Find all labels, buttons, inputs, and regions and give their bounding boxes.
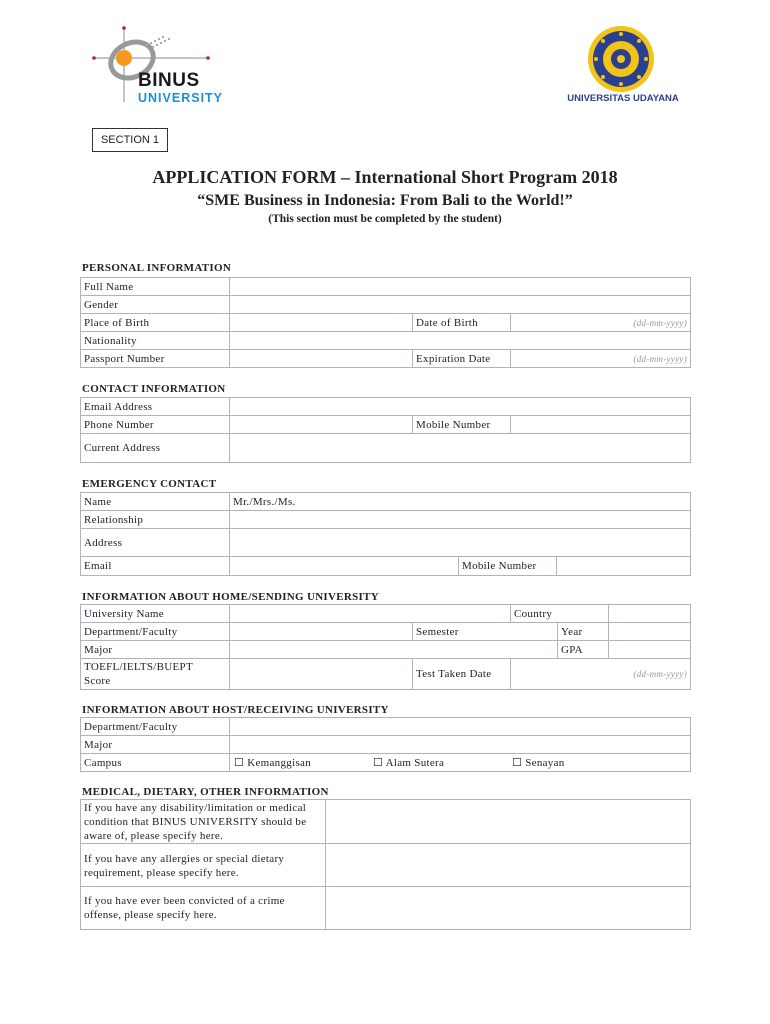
email-address-field[interactable]: [230, 398, 690, 416]
nationality-label: Nationality: [81, 332, 230, 350]
passport-number-label: Passport Number: [81, 350, 230, 367]
semester-label: Semester: [413, 623, 558, 641]
allergy-question-label: If you have any allergies or special dietary requirement, please specify here.: [81, 844, 326, 887]
crime-question-label: If you have ever been convicted of a crime offense, please specify here.: [81, 887, 326, 929]
allergy-answer-field[interactable]: [326, 844, 690, 887]
place-of-birth-label: Place of Birth: [81, 314, 230, 332]
campus-options: [230, 754, 690, 771]
campus-option-senayan-label: Senayan: [525, 757, 565, 769]
relationship-label: Relationship: [81, 511, 230, 529]
contact-info-table: [80, 397, 691, 463]
score-label-line1: TOEFL/IELTS/BUEPT: [84, 661, 193, 673]
medical-info-table: [80, 799, 691, 930]
phone-number-field[interactable]: [230, 416, 413, 434]
emergency-email-label: Email: [81, 557, 230, 575]
emergency-name-label: Name: [81, 493, 230, 511]
major-label: Major: [81, 641, 230, 659]
full-name-field[interactable]: [230, 278, 690, 296]
section-label: SECTION 1: [92, 128, 168, 152]
university-name-label: University Name: [81, 605, 230, 623]
emergency-mobile-label: Mobile Number: [459, 557, 557, 575]
udayana-wordmark: UNIVERSITAS UDAYANA: [567, 93, 679, 104]
medical-question-label: If you have any disability/limitation or medical condition that BINUS UNIVERSITY should be aware of, please specify here.: [81, 800, 326, 844]
expiration-date-label: Expiration Date: [413, 350, 511, 367]
medical-info-heading: MEDICAL, DIETARY, OTHER INFORMATION: [82, 786, 329, 798]
date-of-birth-field[interactable]: (dd-mm-yyyy): [511, 314, 690, 332]
mobile-number-label: Mobile Number: [413, 416, 511, 434]
emergency-email-field[interactable]: [230, 557, 459, 575]
test-date-label: Test Taken Date: [413, 659, 511, 689]
gender-field[interactable]: [230, 296, 690, 314]
medical-answer-field[interactable]: [326, 800, 690, 844]
udayana-seal: [586, 24, 656, 94]
form-note: (This section must be completed by the student): [268, 213, 502, 225]
emergency-address-label: Address: [81, 529, 230, 557]
emergency-contact-heading: EMERGENCY CONTACT: [82, 478, 217, 490]
binus-wordmark: BINUS: [138, 70, 200, 91]
personal-info-table: [80, 277, 691, 368]
personal-info-heading: PERSONAL INFORMATION: [82, 262, 232, 274]
year-field[interactable]: [609, 623, 690, 641]
expiration-date-field[interactable]: (dd-mm-yyyy): [633, 353, 687, 364]
campus-option-kemanggisan[interactable]: ☐ Kemanggisan: [234, 757, 312, 769]
full-name-label: Full Name: [81, 278, 230, 296]
test-date-field[interactable]: (dd-mm-yyyy): [633, 669, 687, 679]
host-major-label: Major: [81, 736, 230, 754]
binus-university-wordmark: UNIVERSITY: [138, 91, 224, 105]
gpa-field[interactable]: [609, 641, 690, 659]
campus-label: Campus: [81, 754, 230, 771]
major-field[interactable]: [230, 641, 558, 659]
campus-option-kemanggisan-label: Kemanggisan: [247, 757, 312, 769]
campus-option-senayan[interactable]: ☐ Senayan: [512, 757, 565, 769]
relationship-field[interactable]: [230, 511, 690, 529]
crime-answer-field[interactable]: [326, 887, 690, 929]
passport-number-field[interactable]: [230, 350, 413, 367]
current-address-label: Current Address: [81, 434, 230, 462]
host-university-heading: INFORMATION ABOUT HOST/RECEIVING UNIVERSITY: [82, 704, 389, 716]
emergency-address-field[interactable]: [230, 529, 690, 557]
campus-option-alam-sutera-label: Alam Sutera: [385, 757, 445, 769]
place-of-birth-field[interactable]: [230, 314, 413, 332]
host-university-table: [80, 717, 691, 772]
host-department-label: Department/Faculty: [81, 718, 230, 736]
department-label: Department/Faculty: [81, 623, 230, 641]
home-university-heading: INFORMATION ABOUT HOME/SENDING UNIVERSITY: [82, 591, 380, 603]
score-label-line2: Score: [84, 675, 111, 687]
campus-option-alam-sutera[interactable]: ☐ Alam Sutera: [373, 757, 445, 769]
contact-info-heading: CONTACT INFORMATION: [82, 383, 226, 395]
host-department-field[interactable]: [230, 718, 690, 736]
emergency-name-field[interactable]: Mr./Mrs./Ms.: [230, 493, 690, 511]
gender-label: Gender: [81, 296, 230, 314]
phone-number-label: Phone Number: [81, 416, 230, 434]
date-of-birth-label: Date of Birth: [413, 314, 511, 332]
score-label: [81, 659, 230, 689]
university-name-field[interactable]: [230, 605, 511, 623]
host-major-field[interactable]: [230, 736, 690, 754]
mobile-number-field[interactable]: [511, 416, 690, 434]
score-field[interactable]: [230, 659, 413, 689]
email-address-label: Email Address: [81, 398, 230, 416]
emergency-contact-table: [80, 492, 691, 576]
form-title: APPLICATION FORM – International Short Program 2018: [152, 167, 618, 187]
current-address-field[interactable]: [230, 434, 690, 462]
gpa-label: GPA: [558, 641, 609, 659]
department-field[interactable]: [230, 623, 413, 641]
year-label: Year: [558, 623, 609, 641]
form-subtitle: “SME Business in Indonesia: From Bali to the World!”: [197, 192, 573, 209]
country-label: Country: [511, 605, 609, 623]
emergency-mobile-field[interactable]: [557, 557, 690, 575]
country-field[interactable]: [609, 605, 690, 623]
nationality-field[interactable]: [230, 332, 690, 350]
home-university-table: [80, 604, 691, 690]
